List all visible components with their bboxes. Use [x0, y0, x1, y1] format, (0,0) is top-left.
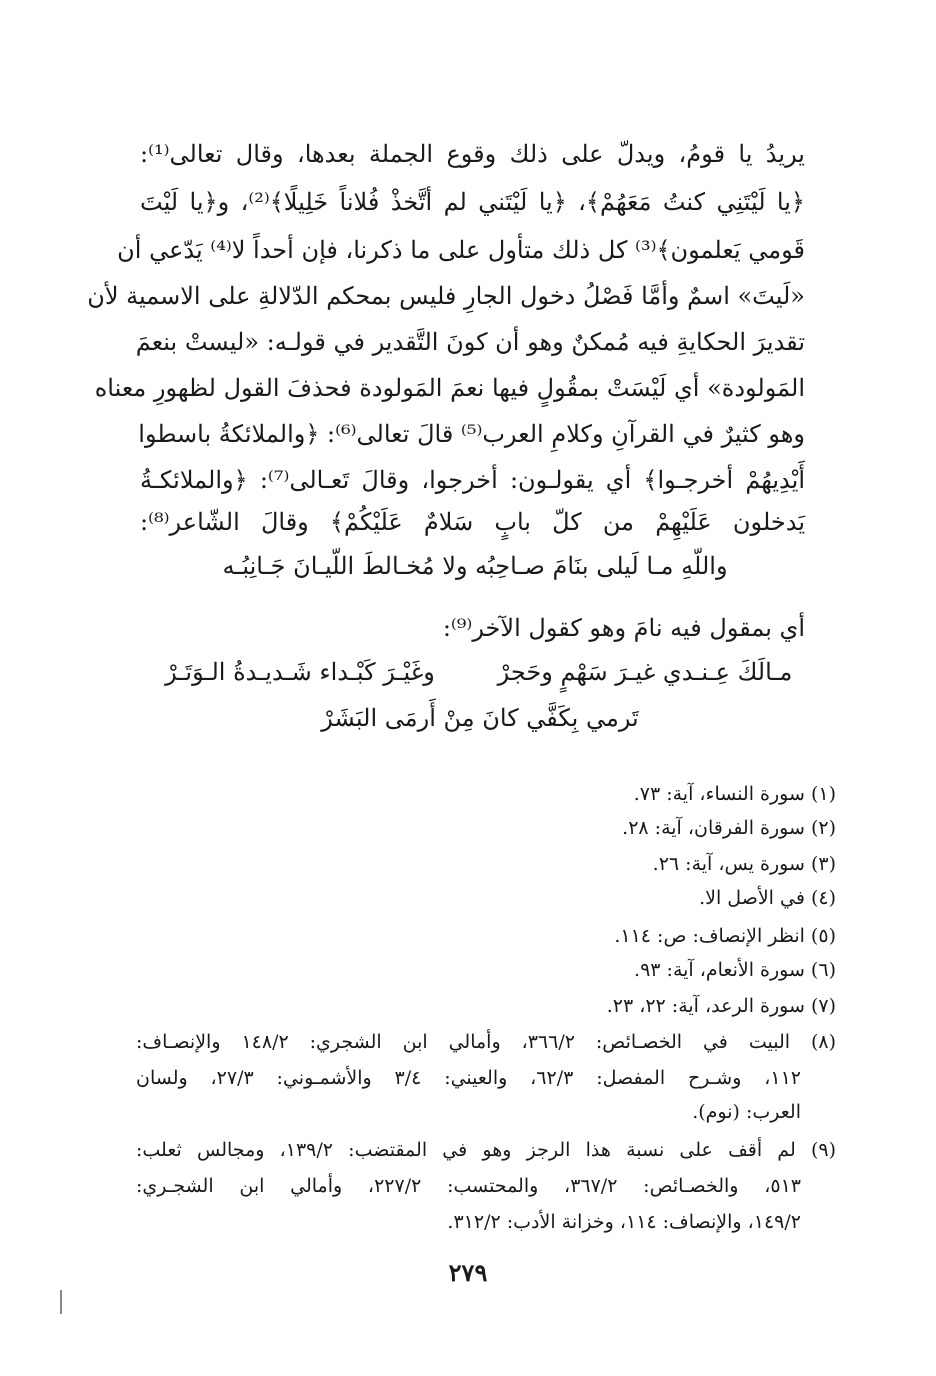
- footnote-8-cont-1: ١١٢، وشـرح المفصل: ٦٢/٣، والعيني: ٣/٤ والأشمـوني: ٢٧/٣، ولسان: [136, 1067, 802, 1089]
- body-line-3: قَومي يَعلمون﴾⁽³⁾ كل ذلك متأول على ما ذكرنا، فإن أحداً لا⁽⁴⁾ يَدّعي أن: [117, 236, 805, 264]
- body-line-7: وهو كثيرٌ في القرآنِ وكلامِ العرب⁽⁵⁾ قالَ تعالى⁽⁶⁾: ﴿والملائكةُ باسطوا: [138, 420, 805, 448]
- footnote-9: (٩) لم أقف على نسبة هذا الرجز وهو في المقتضب: ١٣٩/٢، ومجالس ثعلب:: [136, 1139, 836, 1161]
- footnote-9-cont-1: ٥١٣، والخصـائص: ٣٦٧/٢، والمحتسب: ٢٢٧/٢، وأمالي ابن الشجـري:: [136, 1175, 801, 1197]
- body-line-5: تقديرَ الحكايةِ فيه مُمكنٌ وهو أن كونَ التَّقدير في قولـه: «ليستْ بنعمَ: [135, 328, 805, 356]
- footnote-2: (٢) سورة الفرقان، آية: ٢٨.: [622, 817, 836, 839]
- body-line-6: المَولودة» أي لَيْسَتْ بمقُولٍ فيها نعمَ المَولودة فحذفَ القول لظهورِ معناه: [94, 374, 805, 402]
- verse-1: واللّهِ مـا لَيلى بنَامَ صـاحِبُه ولا مُخـالطَ اللّيـانَ جَـانِبُـه: [222, 552, 728, 580]
- footnote-6: (٦) سورة الأنعام، آية: ٩٣.: [634, 959, 836, 981]
- body-line-4: «لَيتَ» اسمٌ وأمَّا فَصْلُ دخول الجارِ فليس بمحكم الدّلالةِ على الاسمية لأن: [87, 282, 805, 310]
- body-line-after-verse: أي بمقول فيه نامَ وهو كقول الآخر⁽⁹⁾:: [442, 614, 805, 642]
- page-number: ٢٧٩: [448, 1258, 488, 1287]
- body-line-1: يريدُ يا قومُ، ويدلّ على ذلك وقوع الجملة بعدها، وقال تعالى⁽¹⁾:: [140, 140, 805, 168]
- body-line-8: أَيْدِيهُمْ أخرجـوا﴾ أي يقولـون: أخرجوا، وقالَ تَعـالى⁽⁷⁾: ﴿والملائكـةُ: [140, 466, 805, 494]
- verse-2-right-hemistich: مـالَكَ عِـنـدي غيـرَ سَهْمٍ وحَجرْ: [497, 658, 793, 686]
- body-line-2: ﴿يا لَيْتَنِي كنتُ مَعَهُمْ﴾، ﴿يا لَيْتَني لم أتَّخذْ فُلاناً خَلِيلًا﴾⁽²⁾، و﴿يا لَيْتَ: [140, 188, 805, 216]
- footnote-8-cont-2: العرب: (نوم).: [692, 1101, 801, 1123]
- footnote-9-cont-2: ١٤٩/٢، والإنصاف: ١١٤، وخزانة الأدب: ٣١٢/٢.: [447, 1211, 801, 1233]
- footnote-4: (٤) في الأصل الا.: [699, 887, 836, 909]
- footnote-5: (٥) انظر الإنصاف: ص: ١١٤.: [614, 925, 836, 947]
- footnote-7: (٧) سورة الرعد، آية: ٢٢، ٢٣.: [606, 995, 836, 1017]
- verse-2-left-hemistich: وغَيْـرَ كَبْـداء شَـديـدةُ الـوَتَـرْ: [165, 658, 435, 686]
- body-line-9: يَدخلون عَلَيْهِمْ من كلّ بابٍ سَلامٌ عَلَيْكُمْ﴾ وقالَ الشّاعر⁽⁸⁾:: [140, 508, 805, 536]
- footnote-3: (٣) سورة يس، آية: ٢٦.: [652, 853, 836, 875]
- verse-2: [140, 652, 805, 694]
- verse-2-last-line: تَرمي بِكَفَّي كانَ مِنْ أَرمَى البَشَرْ: [321, 704, 639, 732]
- margin-mark: [60, 1290, 62, 1314]
- footnote-8: (٨) البيت في الخصـائص: ٣٦٦/٢، وأمالي ابن الشجري: ١٤٨/٢ والإنصـاف:: [136, 1031, 837, 1053]
- footnote-1: (١) سورة النساء، آية: ٧٣.: [633, 783, 836, 805]
